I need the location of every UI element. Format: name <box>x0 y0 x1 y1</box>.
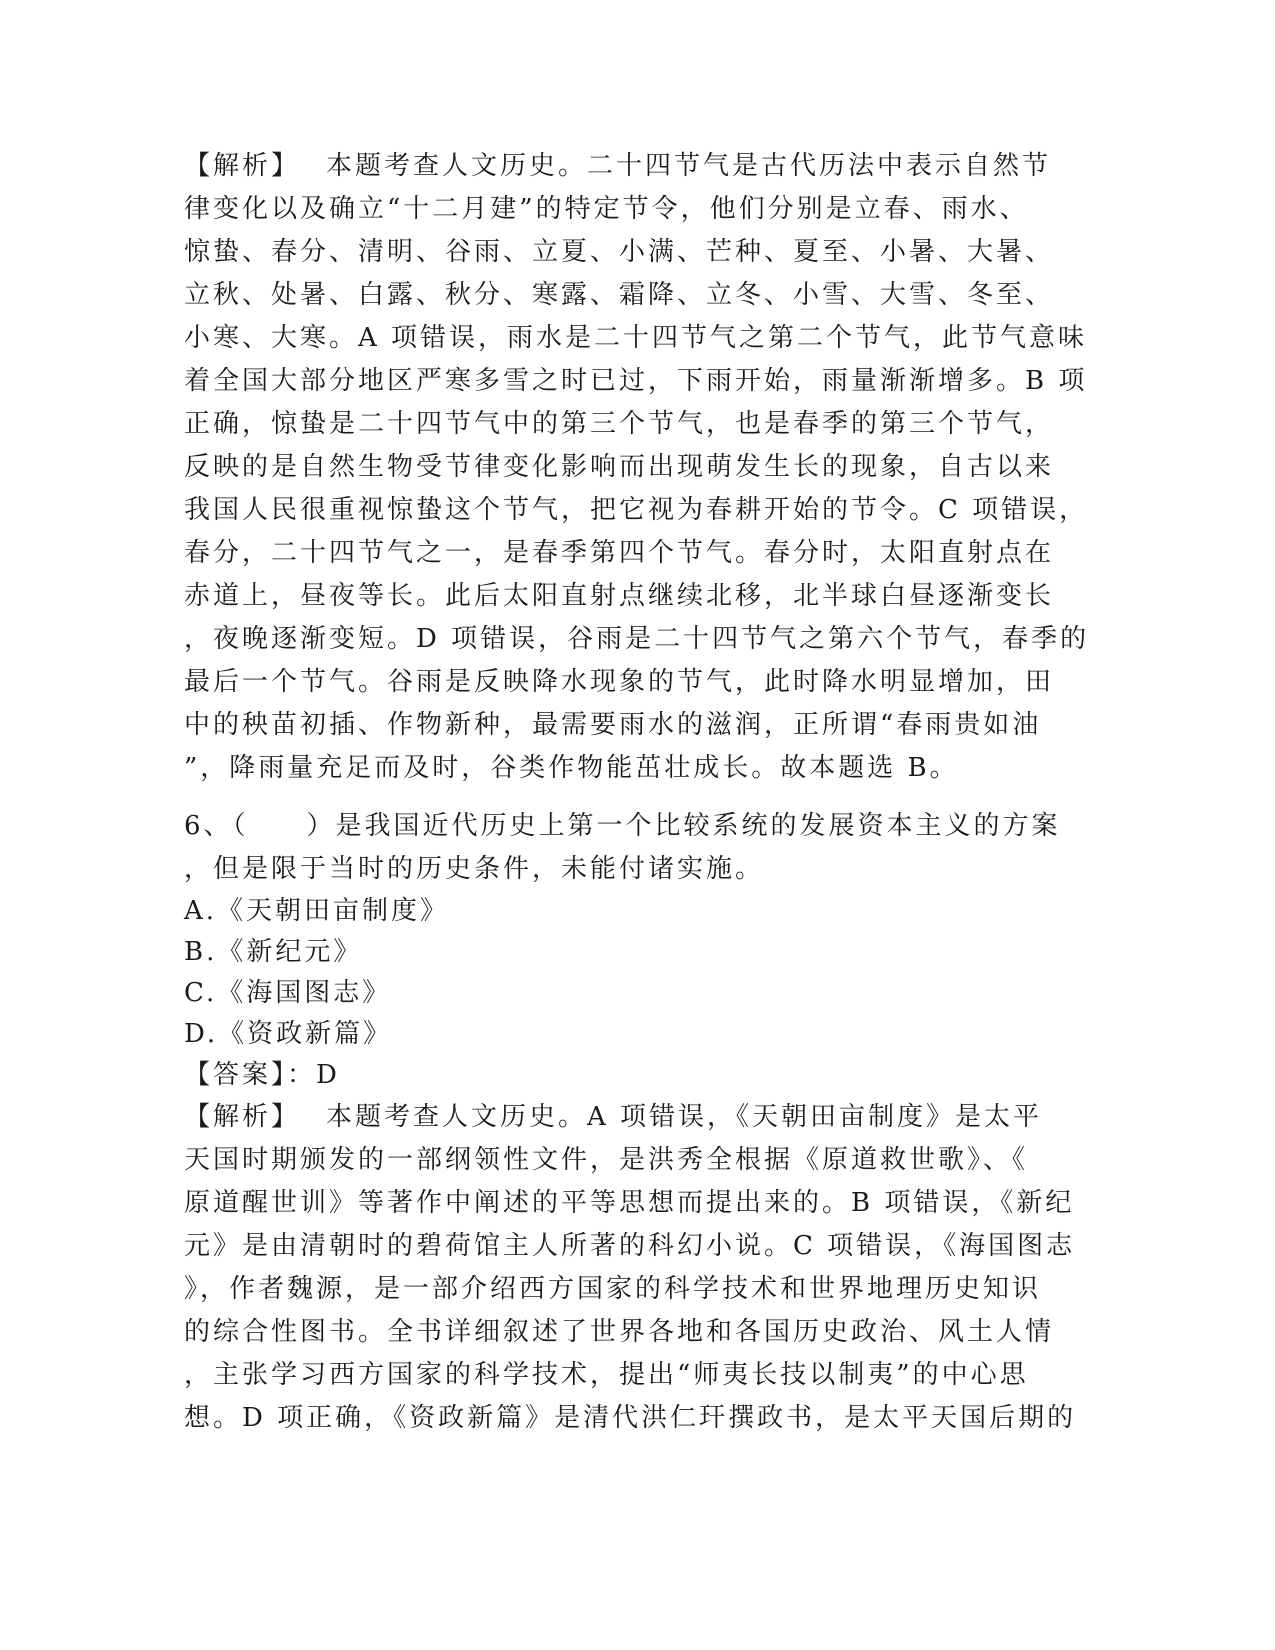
analysis-text-line: 赤道上，昼夜等长。此后太阳直射点继续北移，北半球白昼逐渐变长 <box>184 581 1055 611</box>
analysis-text-line: ”，降雨量充足而及时，谷类作物能茁壮成长。故本题选 B。 <box>184 753 959 783</box>
answer-value: D <box>316 1060 340 1090</box>
analysis-text-line: 我国人民很重视惊蛰这个节气，把它视为春耕开始的节令。C 项错误， <box>184 495 1089 525</box>
analysis-text-line: 》，作者魏源，是一部介绍西方国家的科学技术和世界地理历史知识 <box>184 1274 1042 1304</box>
analysis-text-line: 律变化以及确立“十二月建”的特定节令，他们分别是立春、雨水、 <box>184 194 1029 224</box>
analysis-text-line: 立秋、处暑、白露、秋分、寒露、霜降、立冬、小雪、大雪、冬至、 <box>184 280 1055 310</box>
analysis-text-line: 元》是由清朝时的碧荷馆主人所著的科幻小说。C 项错误，《海国图志 <box>184 1231 1076 1261</box>
analysis-text-line: 小寒、大寒。A 项错误，雨水是二十四节气之第二个节气，此节气意味 <box>184 323 1088 353</box>
analysis-text-line: 最后一个节气。谷雨是反映降水现象的节气，此时降水明显增加，田 <box>184 667 1055 697</box>
question-stem-line: ，但是限于当时的历史条件，未能付诸实施。 <box>184 854 765 884</box>
analysis-section-q5 <box>184 145 1090 790</box>
question-stem-line: 6、（ ）是我国近代历史上第一个比较系统的发展资本主义的方案 <box>184 811 1061 841</box>
analysis-text-line: 惊蛰、春分、清明、谷雨、立夏、小满、芒种、夏至、小暑、大暑、 <box>184 237 1055 267</box>
answer-line <box>184 1055 1084 1096</box>
analysis-text-line: 天国时期颁发的一部纲领性文件，是洪秀全根据《原道救世歌》、《 <box>184 1145 1029 1175</box>
analysis-label: 【解析】 <box>184 151 301 181</box>
analysis-first-line <box>184 1096 1084 1139</box>
analysis-label: 【解析】 <box>184 1102 301 1132</box>
option-d: D.《资政新篇》 <box>184 1019 393 1049</box>
analysis-text-line: 的综合性图书。全书详细叙述了世界各地和各国历史政治、风土人情 <box>184 1317 1055 1347</box>
option-c: C.《海国图志》 <box>184 978 392 1008</box>
option-b: B.《新纪元》 <box>184 937 363 967</box>
answer-label: 【答案】： <box>184 1060 317 1090</box>
analysis-text-line: 原道醒世训》等著作中阐述的平等思想而提出来的。B 项错误，《新纪 <box>184 1188 1075 1218</box>
analysis-text-line: 本题考查人文历史。A 项错误，《天朝田亩制度》是太平 <box>326 1102 1043 1132</box>
analysis-text-line: 正确，惊蛰是二十四节气中的第三个节气，也是春季的第三个节气， <box>184 409 1055 439</box>
analysis-first-line <box>184 145 1084 188</box>
option-a: A.《天朝田亩制度》 <box>184 896 450 926</box>
analysis-text-line: 想。D 项正确，《资政新篇》是清代洪仁玕撰政书，是太平天国后期的 <box>184 1403 1077 1433</box>
analysis-text-line: 中的秧苗初插、作物新种，最需要雨水的滋润，正所谓“春雨贵如油 <box>184 710 1042 740</box>
analysis-text-line: ，夜晚逐渐变短。D 项错误，谷雨是二十四节气之第六个节气，春季的 <box>184 624 1090 654</box>
analysis-text-line: 本题考查人文历史。二十四节气是古代历法中表示自然节 <box>326 151 1052 181</box>
question-6-section <box>184 805 1084 1440</box>
analysis-text-line: ，主张学习西方国家的科学技术，提出“师夷长技以制夷”的中心思 <box>184 1360 1029 1390</box>
analysis-text-line: 着全国大部分地区严寒多雪之时已过，下雨开始，雨量渐渐增多。B 项 <box>184 366 1088 396</box>
analysis-text-line: 春分，二十四节气之一，是春季第四个节气。春分时，太阳直射点在 <box>184 538 1055 568</box>
analysis-text-line: 反映的是自然生物受节律变化影响而出现萌发生长的现象，自古以来 <box>184 452 1055 482</box>
